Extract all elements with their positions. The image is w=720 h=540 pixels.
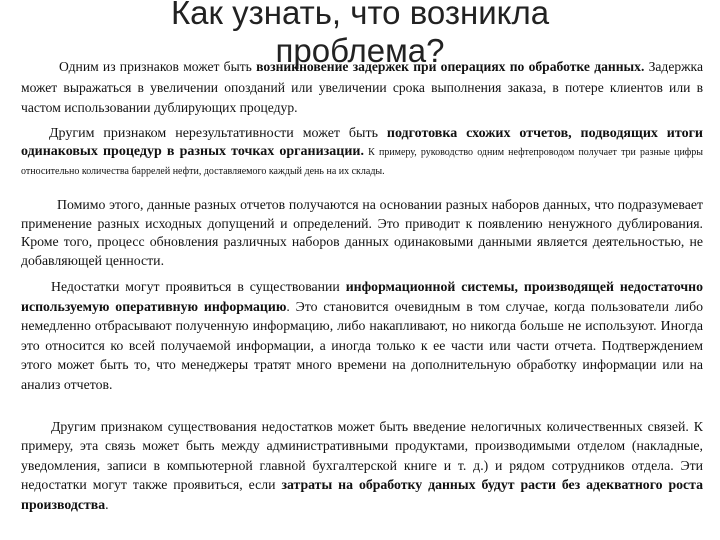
paragraph-4-text-a: Недостатки могут проявиться в существовании bbox=[51, 279, 346, 294]
paragraph-5-bold: затраты на обработку данных будут расти без адекватного роста производства bbox=[21, 477, 703, 512]
paragraph-1-text-a: Одним из признаков может быть bbox=[59, 59, 257, 74]
paragraph-5 bbox=[21, 417, 703, 514]
title-line-2: проблема? bbox=[275, 32, 445, 69]
paragraph-2 bbox=[21, 125, 703, 181]
title-line-1: Как узнать, что возникла bbox=[170, 0, 550, 31]
paragraph-1 bbox=[21, 57, 703, 119]
paragraph-2-bold: подготовка схожих отчетов, подводящих итоги одинаковых процедур в разных точках организации. bbox=[21, 126, 703, 159]
paragraph-4 bbox=[21, 277, 703, 395]
paragraph-1-bold: возникновение задержек при операциях по обработке данных. bbox=[256, 59, 645, 74]
paragraph-3-text: Помимо этого, данные разных отчетов получаются на основании разных наборов данных, что подразумевает применение разных исходных допущений и определений. Это приводит к появлению ненужного дублирования. Кроме того, процесс обновления различных наборов данных одинаковыми данными является деятельностью, не добавляющей ценности. bbox=[21, 197, 703, 268]
paragraph-2-small-text: К примеру, руководство одним нефтепроводом получает три разные цифры относительно количества баррелей нефти, доставляемого каждый день на их склады. bbox=[21, 147, 703, 177]
paragraph-4-text-b: . Это становится очевидным в том случае, когда пользователи либо немедленно отбрасывают полученную информацию, либо накапливают, но никогда больше не используют. Иногда это относится ко всей получаемой информации, а иногда только к ее части или части отчета. Подтверждением этого может быть то, что менеджеры тратят много времени на дополнительную обработку информации или на анализ отчетов. bbox=[21, 298, 703, 392]
paragraph-1-text-b: Задержка может выражаться в увеличении опозданий или увеличении срока выполнения заказа, в потере клиентов или в частом использовании дублирующих процедур. bbox=[21, 59, 703, 115]
paragraph-3 bbox=[21, 196, 703, 270]
paragraph-5-text-b: . bbox=[105, 496, 109, 512]
paragraph-2-text-a: Другим признаком нерезультативности может быть bbox=[49, 126, 387, 141]
paragraph-5-text-a: Другим признаком существования недостатков может быть введение нелогичных количественных связей. К примеру, эта связь может быть между административными продуктами, производимыми отделом (накладные, уведомления, записи в компьютерной главной бухгалтерской книге и т. д.) и рядом сотрудников отдела. Эти недостатки могут также проявиться, если bbox=[21, 419, 703, 493]
paragraph-4-bold: информационной системы, производящей недостаточно используемую оперативную информацию bbox=[21, 279, 703, 314]
